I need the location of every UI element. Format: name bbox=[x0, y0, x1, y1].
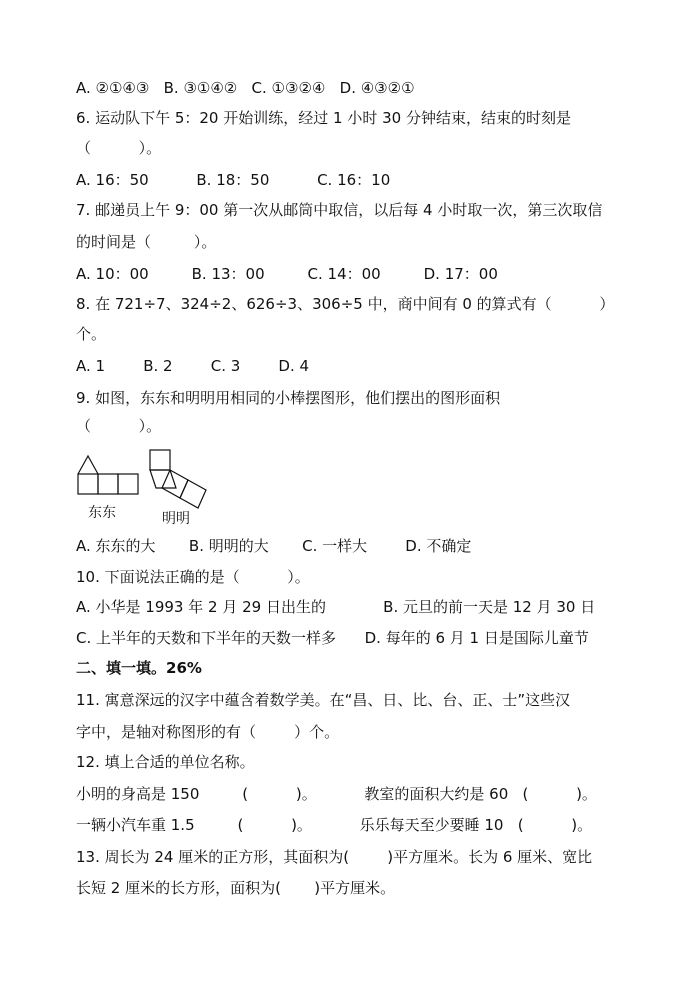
q13-stem: 13. 周长为 24 厘米的正方形，其面积为( )平方厘米。长为 6 厘米、宽比 bbox=[76, 848, 593, 866]
q5-options: A. ②①④③ B. ③①④② C. ①③②④ D. ④③②① bbox=[76, 79, 415, 97]
q10-options-row1: A. 小华是 1993 年 2 月 29 日出生的 B. 元旦的前一天是 12 月 30 日 bbox=[76, 598, 596, 616]
dongdong-square-1 bbox=[78, 474, 98, 494]
q8-stem-continued: 个。 bbox=[76, 325, 107, 343]
dongdong-roof bbox=[78, 456, 98, 474]
section-title-fill-in: 二、填一填。26% bbox=[76, 659, 202, 677]
q12-stem: 12. 填上合适的单位名称。 bbox=[76, 753, 255, 771]
q13-stem-continued: 长短 2 厘米的长方形，面积为( )平方厘米。 bbox=[76, 879, 396, 897]
figure-label-dongdong: 东东 bbox=[88, 505, 116, 521]
q9-options: A. 东东的大 B. 明明的大 C. 一样大 D. 不确定 bbox=[76, 537, 472, 555]
q7-stem-continued: 的时间是（ ）。 bbox=[76, 233, 217, 251]
figure-label-mingming: 明明 bbox=[162, 511, 190, 527]
q7-options: A. 10：00 B. 13：00 C. 14：00 D. 17：00 bbox=[76, 265, 498, 283]
q8-options: A. 1 B. 2 C. 3 D. 4 bbox=[76, 357, 310, 375]
q10-options-row2: C. 上半年的天数和下半年的天数一样多 D. 每年的 6 月 1 日是国际儿童节 bbox=[76, 629, 589, 647]
q11-stem-continued: 字中，是轴对称图形的有（ ）个。 bbox=[76, 723, 340, 741]
q9-stem: 9. 如图，东东和明明用相同的小棒摆图形，他们摆出的图形面积 bbox=[76, 389, 501, 407]
q12-row1: 小明的身高是 150 ( )。 教室的面积大约是 60 ( )。 bbox=[76, 785, 597, 803]
q6-options: A. 16：50 B. 18：50 C. 16：10 bbox=[76, 171, 391, 189]
q8-stem: 8. 在 721÷7、324÷2、626÷3、306÷5 中，商中间有 0 的算式有（ ） bbox=[76, 295, 615, 313]
q9-figure bbox=[70, 442, 230, 530]
q11-stem: 11. 寓意深远的汉字中蕴含着数学美。在“昌、日、比、台、正、士”这些汉 bbox=[76, 691, 571, 709]
q6-blank: （ ）。 bbox=[76, 139, 162, 157]
q12-row2: 一辆小汽车重 1.5 ( )。 乐乐每天至少要睡 10 ( )。 bbox=[76, 816, 593, 834]
dongdong-square-3 bbox=[118, 474, 138, 494]
q9-blank: （ ）。 bbox=[76, 417, 162, 435]
q10-stem: 10. 下面说法正确的是（ ）。 bbox=[76, 568, 310, 586]
mingming-square-1 bbox=[150, 450, 170, 470]
dongdong-square-2 bbox=[98, 474, 118, 494]
q6-stem: 6. 运动队下午 5：20 开始训练，经过 1 小时 30 分钟结束，结束的时刻是 bbox=[76, 109, 571, 127]
mingming-square-4 bbox=[180, 480, 206, 508]
q7-stem: 7. 邮递员上午 9：00 第一次从邮筒中取信，以后每 4 小时取一次，第三次取信 bbox=[76, 201, 603, 219]
